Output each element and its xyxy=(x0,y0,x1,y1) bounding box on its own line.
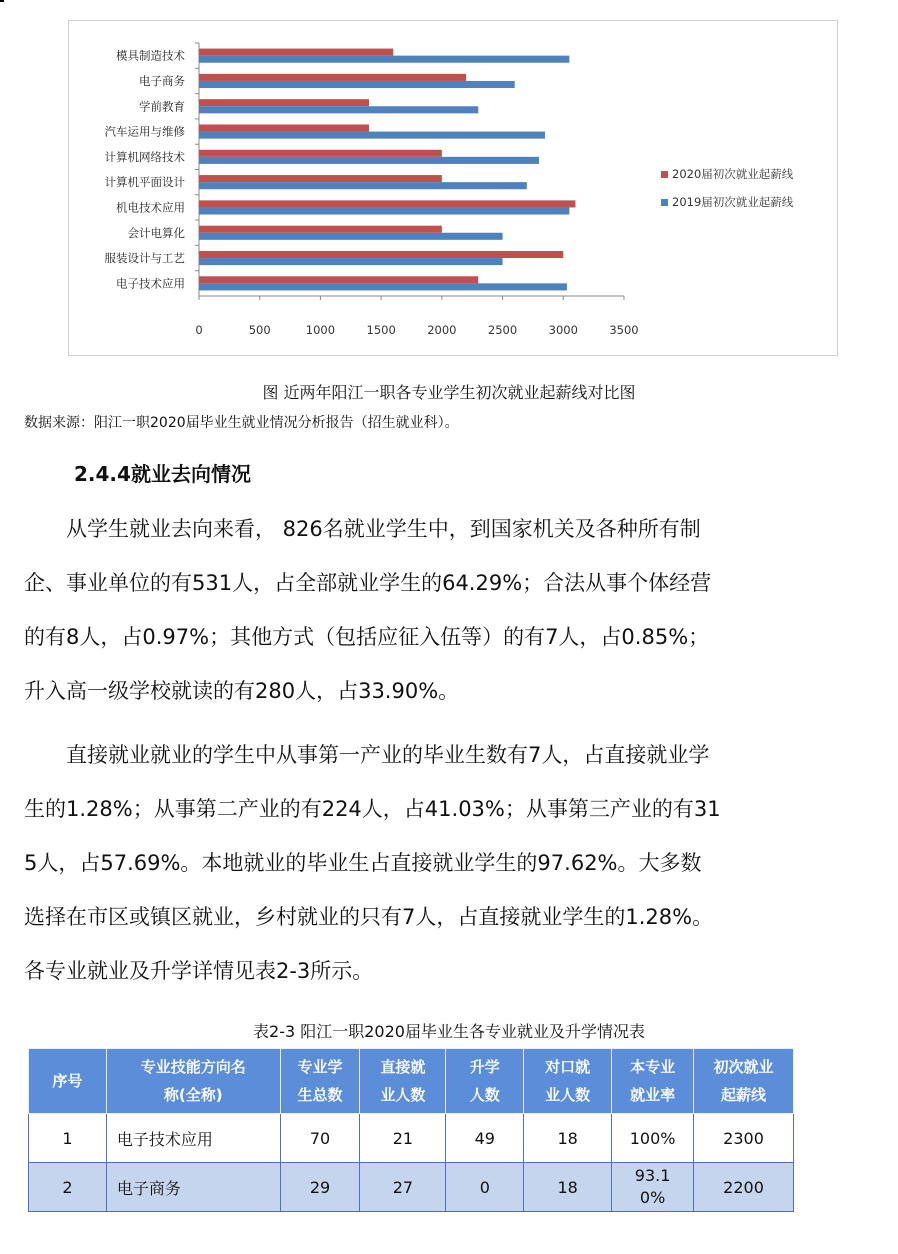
x-tick-label: 2500 xyxy=(487,323,518,337)
bar-2019 xyxy=(199,106,478,113)
header-cell-matched: 对口就 业人数 xyxy=(524,1049,612,1114)
cell-major: 电子技术应用 xyxy=(106,1114,280,1163)
header-cell-salary: 初次就业 起薪线 xyxy=(694,1049,794,1114)
legend-item-2020 xyxy=(661,166,871,182)
legend-item-2019 xyxy=(661,194,871,210)
paragraph-line: 选择在市区或镇区就业，乡村就业的只有7人，占直接就业学生的1.28%。 xyxy=(24,905,714,929)
cell-rate: 100% xyxy=(612,1114,694,1163)
cell-salary: 2300 xyxy=(694,1114,794,1163)
bar-2020 xyxy=(199,124,369,131)
bar-2019 xyxy=(199,207,569,214)
paragraph-line: 的有8人，占0.97%；其他方式（包括应征入伍等）的有7人，占0.85%； xyxy=(24,625,710,649)
paragraph-line: 各专业就业及升学详情见表2-3所示。 xyxy=(24,959,374,983)
header-cell-further: 升学 人数 xyxy=(446,1049,524,1114)
paragraph-line: 从学生就业去向来看， 826名就业学生中，到国家机关及各种所有制 xyxy=(24,517,701,541)
category-label: 学前教育 xyxy=(139,99,185,114)
category-label: 计算机网络技术 xyxy=(104,149,185,164)
category-label: 机电技术应用 xyxy=(116,200,185,215)
bar-2020 xyxy=(199,74,466,81)
x-tick-label: 1500 xyxy=(366,323,396,337)
bar-2019 xyxy=(199,56,569,63)
figure-caption: 图 近两年阳江一职各专业学生初次就业起薪线对比图 xyxy=(262,383,636,402)
paragraph-line: 升入高一级学校就读的有280人，占33.90%。 xyxy=(24,679,460,703)
header-cell-rate: 本专业 就业率 xyxy=(612,1049,694,1114)
cell-index: 1 xyxy=(29,1114,107,1163)
bar-2019 xyxy=(199,233,503,240)
category-label: 电子技术应用 xyxy=(116,276,185,291)
paragraph-industry-distribution xyxy=(24,728,834,998)
header-cell-direct: 直接就 业人数 xyxy=(360,1049,446,1114)
x-tick-label: 3500 xyxy=(609,323,639,337)
header-cell-major: 专业技能方向名 称(全称) xyxy=(106,1049,280,1114)
legend-swatch-2020 xyxy=(661,171,668,178)
category-label: 模具制造技术 xyxy=(116,48,185,63)
legend-label-2019: 2019届初次就业起薪线 xyxy=(672,195,794,209)
bar-2020 xyxy=(199,49,393,56)
bar-2020 xyxy=(199,175,442,182)
x-tick-label: 1000 xyxy=(305,323,336,337)
category-label: 服装设计与工艺 xyxy=(104,251,185,266)
legend-swatch-2019 xyxy=(661,199,668,206)
bar-2019 xyxy=(199,157,539,164)
header-cell-total: 专业学 生总数 xyxy=(280,1049,360,1114)
cell-matched: 18 xyxy=(524,1114,612,1163)
bar-2020 xyxy=(199,99,369,106)
x-tick-label: 0 xyxy=(195,323,203,337)
cell-matched: 18 xyxy=(524,1163,612,1212)
bar-2019 xyxy=(199,81,515,88)
x-tick-label: 2000 xyxy=(427,323,457,337)
cell-further: 49 xyxy=(446,1114,524,1163)
category-label: 会计电算化 xyxy=(127,225,185,240)
bar-2020 xyxy=(199,226,442,233)
cell-major: 电子商务 xyxy=(106,1163,280,1212)
bar-2019 xyxy=(199,132,545,139)
table-row xyxy=(29,1114,794,1163)
bar-2020 xyxy=(199,200,575,207)
bar-2020 xyxy=(199,276,478,283)
paragraph-line: 直接就业就业的学生中从事第一产业的毕业生数有7人，占直接就业学 xyxy=(24,743,710,767)
x-tick-label: 3000 xyxy=(548,323,578,337)
table-caption: 表2-3 阳江一职2020届毕业生各专业就业及升学情况表 xyxy=(253,1022,645,1041)
paragraph-line: 企、事业单位的有531人，占全部就业学生的64.29%；合法从事个体经营 xyxy=(24,571,712,595)
chart-legend xyxy=(661,166,871,222)
paragraph-line: 5人，占57.69%。本地就业的毕业生占直接就业学生的97.62%。大多数 xyxy=(24,851,702,875)
cell-direct: 27 xyxy=(360,1163,446,1212)
cell-further: 0 xyxy=(446,1163,524,1212)
cell-salary: 2200 xyxy=(694,1163,794,1212)
salary-comparison-chart xyxy=(68,20,838,356)
bar-2019 xyxy=(199,258,503,265)
x-tick-label: 500 xyxy=(248,323,271,337)
top-edge-mark xyxy=(0,0,4,2)
paragraph-line: 生的1.28%；从事第二产业的有224人，占41.03%；从事第三产业的有31 xyxy=(24,797,721,821)
data-source-note: 数据来源：阳江一职2020届毕业生就业情况分析报告（招生就业科）。 xyxy=(24,415,459,431)
category-label: 电子商务 xyxy=(139,73,185,88)
table-header-row xyxy=(29,1049,794,1114)
paragraph-employment-direction xyxy=(24,502,834,718)
cell-total: 29 xyxy=(280,1163,360,1212)
category-label: 计算机平面设计 xyxy=(104,175,185,190)
cell-total: 70 xyxy=(280,1114,360,1163)
legend-label-2020: 2020届初次就业起薪线 xyxy=(672,167,794,181)
table-row xyxy=(29,1163,794,1212)
bar-2020 xyxy=(199,150,442,157)
section-heading: 2.4.4就业去向情况 xyxy=(74,462,251,486)
header-cell-index: 序号 xyxy=(29,1049,107,1114)
bar-2020 xyxy=(199,251,563,258)
cell-direct: 21 xyxy=(360,1114,446,1163)
cell-index: 2 xyxy=(29,1163,107,1212)
bar-2019 xyxy=(199,182,527,189)
category-label: 汽车运用与维修 xyxy=(104,124,185,139)
employment-table xyxy=(28,1048,794,1212)
bar-2019 xyxy=(199,283,567,290)
cell-rate: 93.1 0% xyxy=(612,1163,694,1212)
